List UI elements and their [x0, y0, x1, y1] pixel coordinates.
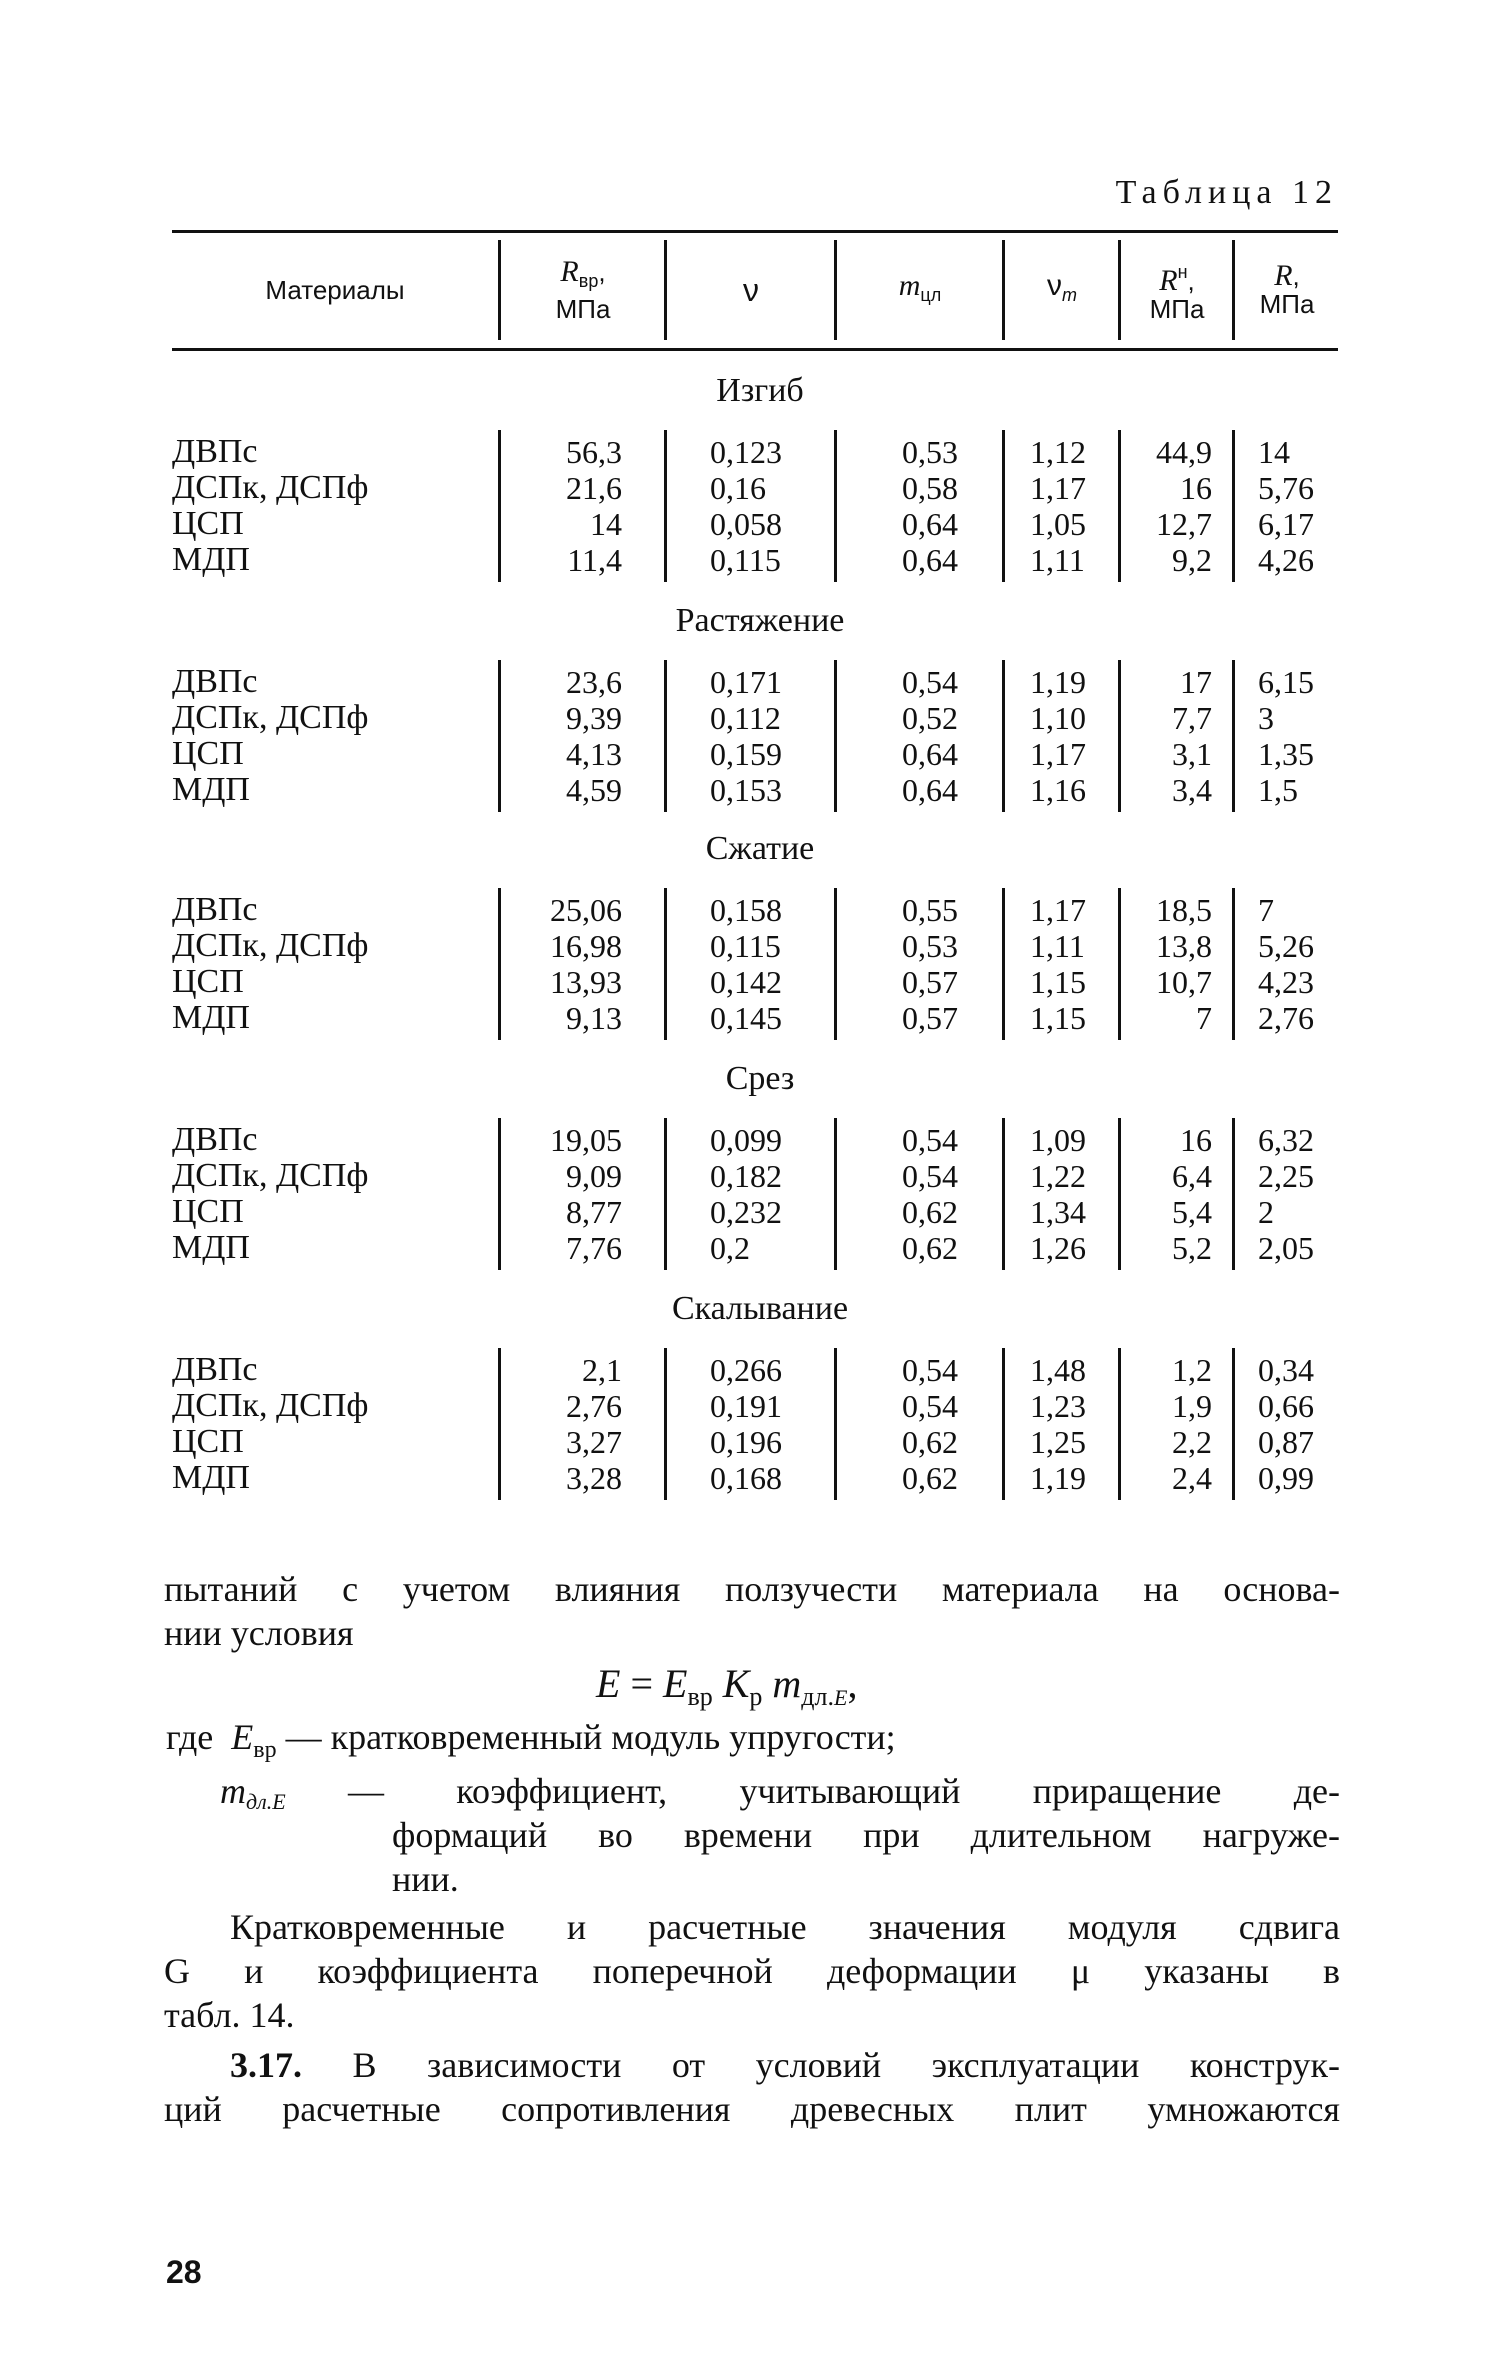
value-cell-m-cl: 0,58: [902, 470, 958, 506]
paragraph-line: Кратковременные и расчетные значения модуля сдвига: [230, 1907, 1340, 1947]
value-cell-nu: 0,099: [710, 1122, 782, 1158]
value-cell-nu-m: 1,26: [1030, 1230, 1086, 1266]
column-separator: [1118, 888, 1121, 1040]
value-cell-nu: 0,123: [710, 434, 782, 470]
paragraph-line: табл. 14.: [164, 1995, 295, 2035]
column-separator: [1232, 430, 1235, 582]
page-number: 28: [166, 2254, 202, 2290]
material-cell: ЦСП: [172, 505, 244, 542]
section-title: Изгиб: [716, 372, 804, 409]
value-cell-m-cl: 0,55: [902, 892, 958, 928]
definition-where: где $E_{вр}$ — кратковременный модуль упругости;: [166, 1717, 896, 1763]
value-cell-r-vr: 3,28: [566, 1460, 622, 1496]
value-cell-m-cl: 0,57: [902, 1000, 958, 1036]
value-cell-m-cl: 0,62: [902, 1230, 958, 1266]
value-cell-r-vr: 9,39: [566, 700, 622, 736]
value-cell-nu: 0,112: [710, 700, 781, 736]
column-separator: [1232, 888, 1235, 1040]
column-separator: [1232, 660, 1235, 812]
value-cell-r-n: 44,9: [1156, 434, 1212, 470]
value-cell-r-vr: 2,76: [566, 1388, 622, 1424]
value-cell-r: 2: [1258, 1194, 1274, 1230]
column-separator: [1002, 1118, 1005, 1270]
paragraph-line: G и коэффициента поперечной деформации μ указаны в: [164, 1951, 1340, 1991]
value-cell-m-cl: 0,64: [902, 506, 958, 542]
value-cell-m-cl: 0,53: [902, 434, 958, 470]
value-cell-nu-m: 1,10: [1030, 700, 1086, 736]
definition-line: формаций во времени при длительном нагруже-: [392, 1815, 1340, 1855]
value-cell-r-vr: 9,13: [566, 1000, 622, 1036]
material-cell: ДСПк, ДСПф: [172, 699, 369, 736]
value-cell-r-vr: 14: [590, 506, 622, 542]
value-cell-nu-m: 1,22: [1030, 1158, 1086, 1194]
value-cell-m-cl: 0,62: [902, 1424, 958, 1460]
header-separator: [1232, 240, 1235, 340]
value-cell-r-n: 16: [1180, 1122, 1212, 1158]
column-separator: [1232, 1348, 1235, 1500]
value-cell-r: 4,26: [1258, 542, 1314, 578]
value-cell-nu: 0,158: [710, 892, 782, 928]
material-cell: ЦСП: [172, 963, 244, 1000]
header-separator: [834, 240, 837, 340]
value-cell-nu: 0,196: [710, 1424, 782, 1460]
value-cell-m-cl: 0,62: [902, 1460, 958, 1496]
value-cell-r-n: 5,2: [1172, 1230, 1212, 1266]
value-cell-r: 14: [1258, 434, 1290, 470]
column-separator: [498, 1118, 501, 1270]
value-cell-nu-m: 1,05: [1030, 506, 1086, 542]
material-cell: ДВПс: [172, 1121, 258, 1158]
table-caption: Таблица 12: [1115, 174, 1338, 211]
column-separator: [1002, 888, 1005, 1040]
paragraph-line: пытаний с учетом влияния ползучести материала на основа-: [164, 1569, 1340, 1609]
value-cell-m-cl: 0,54: [902, 1122, 958, 1158]
header-r-vr: $R_{вр}$, МПа: [555, 254, 611, 324]
header-nu: ν: [743, 272, 759, 308]
value-cell-m-cl: 0,64: [902, 772, 958, 808]
value-cell-r-vr: 25,06: [550, 892, 622, 928]
column-separator: [664, 1348, 667, 1500]
value-cell-nu: 0,232: [710, 1194, 782, 1230]
material-cell: МДП: [172, 1229, 250, 1266]
column-separator: [1118, 660, 1121, 812]
value-cell-nu: 0,115: [710, 928, 781, 964]
value-cell-m-cl: 0,54: [902, 1158, 958, 1194]
value-cell-r: 1,5: [1258, 772, 1298, 808]
value-cell-m-cl: 0,52: [902, 700, 958, 736]
value-cell-nu: 0,142: [710, 964, 782, 1000]
paragraph-line: ций расчетные сопротивления древесных плит умножаются: [164, 2089, 1340, 2129]
material-cell: ДВПс: [172, 663, 258, 700]
value-cell-nu-m: 1,11: [1030, 928, 1085, 964]
value-cell-r: 2,76: [1258, 1000, 1314, 1036]
value-cell-r-n: 2,2: [1172, 1424, 1212, 1460]
value-cell-r-n: 6,4: [1172, 1158, 1212, 1194]
section-title: Срез: [725, 1060, 795, 1097]
value-cell-r-n: 2,4: [1172, 1460, 1212, 1496]
material-cell: ДВПс: [172, 891, 258, 928]
value-cell-r-n: 13,8: [1156, 928, 1212, 964]
column-separator: [1002, 660, 1005, 812]
value-cell-r-n: 1,2: [1172, 1352, 1212, 1388]
material-cell: ДСПк, ДСПф: [172, 469, 369, 506]
value-cell-r: 5,26: [1258, 928, 1314, 964]
value-cell-m-cl: 0,54: [902, 1388, 958, 1424]
value-cell-nu-m: 1,09: [1030, 1122, 1086, 1158]
value-cell-r-n: 7: [1196, 1000, 1212, 1036]
header-materials: Материалы: [265, 275, 405, 305]
value-cell-r-n: 9,2: [1172, 542, 1212, 578]
value-cell-r: 7: [1258, 892, 1274, 928]
column-separator: [1002, 1348, 1005, 1500]
value-cell-r-n: 1,9: [1172, 1388, 1212, 1424]
column-separator: [834, 1118, 837, 1270]
value-cell-r: 0,99: [1258, 1460, 1314, 1496]
value-cell-nu-m: 1,34: [1030, 1194, 1086, 1230]
value-cell-m-cl: 0,57: [902, 964, 958, 1000]
column-separator: [498, 888, 501, 1040]
material-cell: ЦСП: [172, 735, 244, 772]
value-cell-nu: 0,182: [710, 1158, 782, 1194]
column-separator: [834, 430, 837, 582]
formula: $E = E_{вр}$ $K_р$ $m_{дл.E}$,: [596, 1661, 858, 1711]
column-separator: [1002, 430, 1005, 582]
header-r: R, МПа: [1259, 259, 1315, 319]
value-cell-nu-m: 1,17: [1030, 470, 1086, 506]
value-cell-m-cl: 0,64: [902, 542, 958, 578]
section-title: Сжатие: [705, 830, 815, 867]
value-cell-nu: 0,153: [710, 772, 782, 808]
value-cell-r: 5,76: [1258, 470, 1314, 506]
value-cell-r-vr: 4,13: [566, 736, 622, 772]
value-cell-nu-m: 1,19: [1030, 664, 1086, 700]
material-cell: ДСПк, ДСПф: [172, 1387, 369, 1424]
material-cell: ДСПк, ДСПф: [172, 927, 369, 964]
value-cell-r: 2,25: [1258, 1158, 1314, 1194]
column-separator: [834, 660, 837, 812]
column-separator: [834, 1348, 837, 1500]
value-cell-r: 0,87: [1258, 1424, 1314, 1460]
value-cell-r-vr: 2,1: [582, 1352, 622, 1388]
value-cell-r: 0,34: [1258, 1352, 1314, 1388]
value-cell-nu: 0,191: [710, 1388, 782, 1424]
value-cell-nu-m: 1,15: [1030, 964, 1086, 1000]
value-cell-r-vr: 9,09: [566, 1158, 622, 1194]
value-cell-nu: 0,159: [710, 736, 782, 772]
value-cell-r-n: 12,7: [1156, 506, 1212, 542]
definition-symbol: mдл.E: [220, 1771, 286, 1814]
column-separator: [664, 430, 667, 582]
value-cell-r-n: 17: [1180, 664, 1212, 700]
column-separator: [664, 660, 667, 812]
value-cell-m-cl: 0,64: [902, 736, 958, 772]
value-cell-r-vr: 13,93: [550, 964, 622, 1000]
value-cell-r-vr: 56,3: [566, 434, 622, 470]
value-cell-r: 6,15: [1258, 664, 1314, 700]
definition-line: — коэффициент, учитывающий приращение де-: [348, 1771, 1340, 1811]
value-cell-nu-m: 1,12: [1030, 434, 1086, 470]
section-title: Скалывание: [671, 1290, 849, 1327]
header-separator: [498, 240, 501, 340]
value-cell-m-cl: 0,62: [902, 1194, 958, 1230]
value-cell-r-vr: 21,6: [566, 470, 622, 506]
header-separator: [1002, 240, 1005, 340]
column-separator: [498, 430, 501, 582]
value-cell-r-vr: 7,76: [566, 1230, 622, 1266]
value-cell-nu-m: 1,19: [1030, 1460, 1086, 1496]
value-cell-r-vr: 4,59: [566, 772, 622, 808]
value-cell-nu: 0,058: [710, 506, 782, 542]
column-separator: [498, 1348, 501, 1500]
value-cell-nu-m: 1,25: [1030, 1424, 1086, 1460]
definition-line: нии.: [392, 1859, 459, 1899]
header-m-cl: $m_{цл}$: [898, 268, 942, 305]
value-cell-nu-m: 1,16: [1030, 772, 1086, 808]
value-cell-m-cl: 0,53: [902, 928, 958, 964]
column-separator: [664, 888, 667, 1040]
value-cell-m-cl: 0,54: [902, 1352, 958, 1388]
value-cell-nu: 0,2: [710, 1230, 750, 1266]
column-separator: [498, 660, 501, 812]
value-cell-r-vr: 11,4: [567, 542, 622, 578]
value-cell-r-vr: 23,6: [566, 664, 622, 700]
value-cell-r-vr: 19,05: [550, 1122, 622, 1158]
value-cell-nu: 0,171: [710, 664, 782, 700]
value-cell-r-vr: 8,77: [566, 1194, 622, 1230]
value-cell-nu-m: 1,23: [1030, 1388, 1086, 1424]
value-cell-r: 4,23: [1258, 964, 1314, 1000]
value-cell-r: 2,05: [1258, 1230, 1314, 1266]
value-cell-nu-m: 1,17: [1030, 736, 1086, 772]
value-cell-nu: 0,145: [710, 1000, 782, 1036]
value-cell-r-n: 16: [1180, 470, 1212, 506]
value-cell-r: 6,32: [1258, 1122, 1314, 1158]
material-cell: ДСПк, ДСПф: [172, 1157, 369, 1194]
value-cell-r-n: 3,1: [1172, 736, 1212, 772]
table-header-rule: [172, 348, 1338, 351]
value-cell-nu-m: 1,11: [1030, 542, 1085, 578]
material-cell: МДП: [172, 771, 250, 808]
paragraph-line: нии условия: [164, 1613, 354, 1653]
material-cell: ДВПс: [172, 1351, 258, 1388]
value-cell-r: 0,66: [1258, 1388, 1314, 1424]
value-cell-nu: 0,168: [710, 1460, 782, 1496]
material-cell: МДП: [172, 541, 250, 578]
value-cell-r: 3: [1258, 700, 1274, 736]
value-cell-nu: 0,266: [710, 1352, 782, 1388]
column-separator: [664, 1118, 667, 1270]
column-separator: [1232, 1118, 1235, 1270]
value-cell-m-cl: 0,54: [902, 664, 958, 700]
value-cell-nu-m: 1,15: [1030, 1000, 1086, 1036]
value-cell-nu-m: 1,48: [1030, 1352, 1086, 1388]
header-separator: [1118, 240, 1121, 340]
column-separator: [1118, 1348, 1121, 1500]
header-r-n: $R^н$, МПа: [1149, 261, 1205, 324]
material-cell: ЦСП: [172, 1193, 244, 1230]
value-cell-r-vr: 16,98: [550, 928, 622, 964]
material-cell: МДП: [172, 999, 250, 1036]
header-separator: [664, 240, 667, 340]
value-cell-nu-m: 1,17: [1030, 892, 1086, 928]
section-title: Растяжение: [675, 602, 845, 639]
value-cell-r: 1,35: [1258, 736, 1314, 772]
column-separator: [1118, 430, 1121, 582]
material-cell: ЦСП: [172, 1423, 244, 1460]
value-cell-r-n: 18,5: [1156, 892, 1212, 928]
value-cell-r-n: 7,7: [1172, 700, 1212, 736]
column-separator: [1118, 1118, 1121, 1270]
column-separator: [834, 888, 837, 1040]
material-cell: ДВПс: [172, 433, 258, 470]
value-cell-nu: 0,115: [710, 542, 781, 578]
value-cell-nu: 0,16: [710, 470, 766, 506]
header-nu-m: $\nu_m$: [1047, 268, 1077, 305]
value-cell-r-n: 5,4: [1172, 1194, 1212, 1230]
value-cell-r-vr: 3,27: [566, 1424, 622, 1460]
value-cell-r-n: 10,7: [1156, 964, 1212, 1000]
value-cell-r-n: 3,4: [1172, 772, 1212, 808]
paragraph-line: 3.17. В зависимости от условий эксплуатации конструк-: [230, 2045, 1340, 2085]
value-cell-r: 6,17: [1258, 506, 1314, 542]
material-cell: МДП: [172, 1459, 250, 1496]
